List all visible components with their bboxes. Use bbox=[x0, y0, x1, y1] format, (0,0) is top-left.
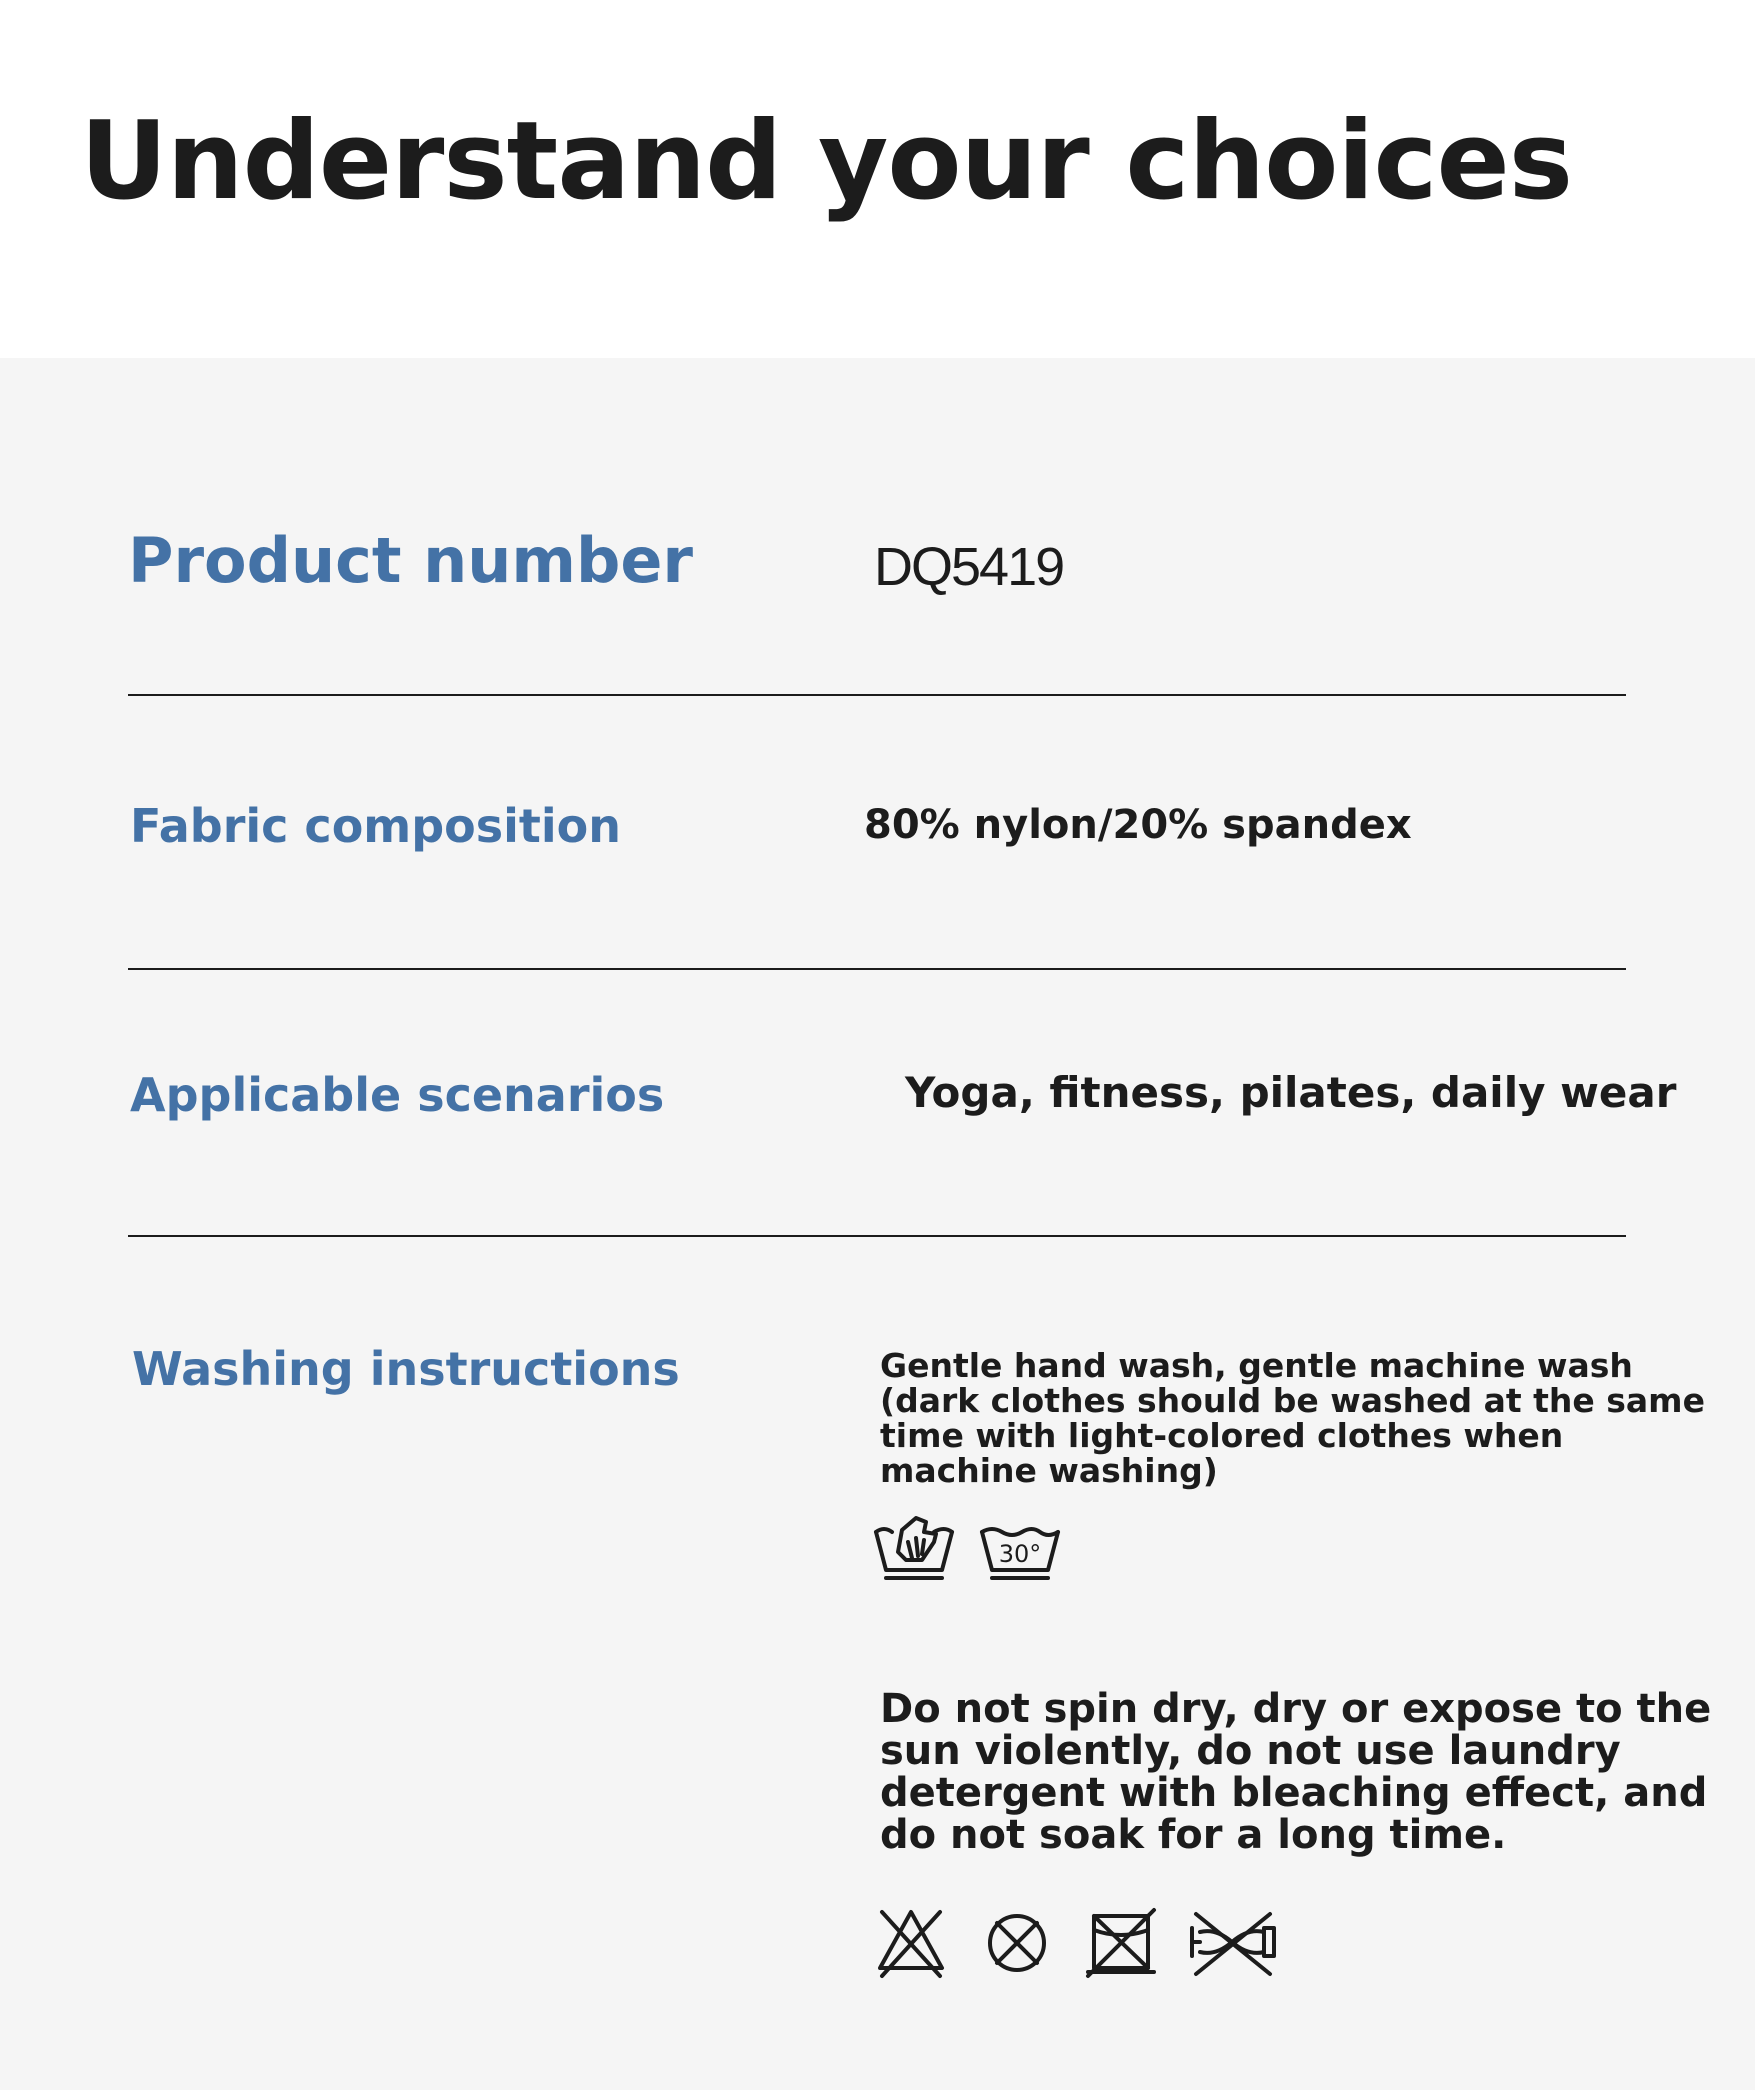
fabric-composition-label: Fabric composition bbox=[130, 799, 622, 853]
do-not-tumble-dry-icon bbox=[980, 1906, 1054, 1980]
product-details-panel bbox=[0, 358, 1755, 2090]
do-not-bleach-icon bbox=[874, 1906, 948, 1980]
applicable-scenarios-label: Applicable scenarios bbox=[130, 1068, 665, 1122]
divider bbox=[128, 968, 1626, 970]
product-number-label: Product number bbox=[128, 524, 693, 597]
machine-wash-30-icon bbox=[978, 1508, 1062, 1584]
do-not-wring-icon bbox=[1188, 1906, 1278, 1980]
washing-warning: Do not spin dry, dry or expose to the sun violently, do not use laundry detergent with bleaching effect, and do not soak for a long time. bbox=[880, 1686, 1712, 1858]
header bbox=[0, 0, 1755, 358]
page-title: Understand your choices bbox=[80, 99, 1573, 224]
divider bbox=[128, 1235, 1626, 1237]
divider bbox=[128, 694, 1626, 696]
fabric-composition-value: 80% nylon/20% spandex bbox=[864, 802, 1412, 848]
wash-temperature-label: 30° bbox=[998, 1540, 1042, 1568]
washing-instructions-description: Gentle hand wash, gentle machine wash (dark clothes should be washed at the same time with light-colored clothes when machine washing) bbox=[880, 1346, 1705, 1490]
product-number-value: DQ5419 bbox=[874, 537, 1064, 597]
do-not-dry-icon bbox=[1084, 1906, 1158, 1980]
washing-instructions-label: Washing instructions bbox=[132, 1342, 680, 1396]
hand-wash-icon bbox=[872, 1508, 956, 1584]
applicable-scenarios-value: Yoga, fitness, pilates, daily wear bbox=[905, 1068, 1677, 1117]
